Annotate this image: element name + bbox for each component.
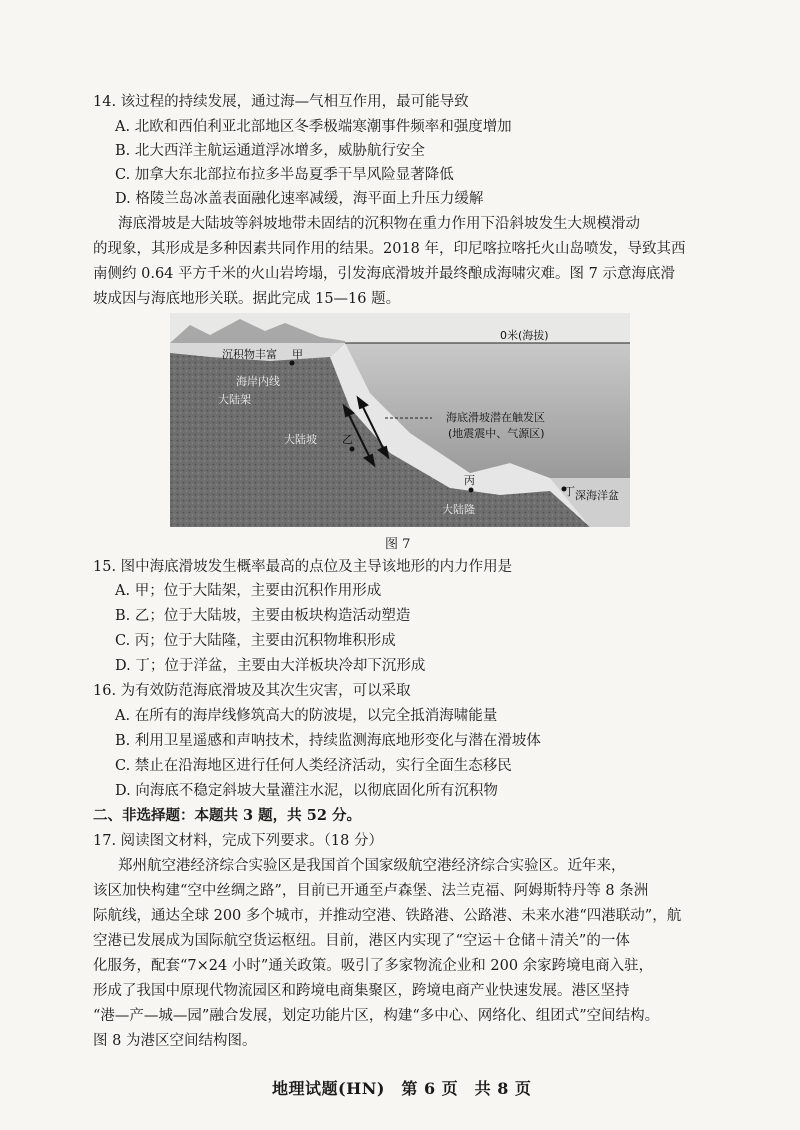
q15-option-c: C. 丙；位于大陆隆，主要由沉积物堆积形成 <box>115 633 396 649</box>
q17-material-line: 空港已发展成为国际航空货运枢纽。目前，港区内实现了“空运＋仓储＋清关”的一体 <box>93 933 630 949</box>
q14-stem: 14. 该过程的持续发展，通过海—气相互作用，最可能导致 <box>93 94 469 110</box>
q17-stem: 17. 阅读图文材料，完成下列要求。（18 分） <box>93 833 383 849</box>
q16-option-c: C. 禁止在沿海地区进行任何人类经济活动，实行全面生态移民 <box>115 758 512 774</box>
q15-stem: 15. 图中海底滑坡发生概率最高的点位及主导该地形的内力作用是 <box>93 559 513 575</box>
q16-stem: 16. 为有效防范海底滑坡及其次生灾害，可以采取 <box>93 683 411 699</box>
point-jia-marker <box>290 361 295 366</box>
intro-line: 的现象，其形成是多种因素共同作用的结果。2018 年，印尼喀拉喀托火山岛喷发，导致其西 <box>93 241 686 257</box>
point-bing-marker <box>469 488 474 493</box>
q16-option-b: B. 利用卫星遥感和声呐技术，持续监测海底地形变化与潜在滑坡体 <box>115 733 541 749</box>
q14-option-a: A. 北欧和西伯利亚北部地区冬季极端寒潮事件频率和强度增加 <box>115 119 512 135</box>
q16-option-d: D. 向海底不稳定斜坡大量灌注水泥，以彻底固化所有沉积物 <box>115 783 498 799</box>
q17-material-line: 图 8 为港区空间结构图。 <box>93 1033 257 1049</box>
q17-material-line: 形成了我国中原现代物流园区和跨境电商集聚区，跨境电商产业快速发展。港区坚持 <box>93 983 630 999</box>
q17-material-line: 际航线，通达全球 200 多个城市，并推动空港、铁路港、公路港、未来水港“四港联动”，航 <box>93 908 682 924</box>
figure-7-diagram <box>170 313 630 527</box>
q15-option-b: B. 乙；位于大陆坡，主要由板块构造活动塑造 <box>115 608 411 624</box>
trigger-zone-label: 海底滑坡潜在触发区 <box>446 411 545 424</box>
q14-option-b: B. 北大西洋主航运通道浮冰增多，威胁航行安全 <box>115 143 425 159</box>
shelf-label: 大陆架 <box>218 393 251 406</box>
point-bing-label: 丙 <box>464 474 475 487</box>
q16-option-a: A. 在所有的海岸线修筑高大的防波堤，以完全抵消海啸能量 <box>115 708 498 724</box>
rise-label: 大陆隆 <box>442 503 475 516</box>
q17-material-line: 化服务，配套“7×24 小时”通关政策。吸引了多家物流企业和 200 余家跨境电商入驻， <box>93 958 654 974</box>
slope-label: 大陆坡 <box>284 433 317 446</box>
sea-level-label: 0米(海拔) <box>500 329 549 342</box>
intro-line: 坡成因与海底地形关联。据此完成 15—16 题。 <box>93 291 401 307</box>
sediment-label: 沉积物丰富 <box>222 348 277 361</box>
point-jia-label: 甲 <box>292 348 303 361</box>
q17-material-line: 郑州航空港经济综合实验区是我国首个国家级航空港经济综合实验区。近年来， <box>118 858 626 874</box>
q15-option-d: D. 丁；位于洋盆，主要由大洋板块冷却下沉形成 <box>115 658 426 674</box>
point-ding-label: 丁 <box>564 485 575 498</box>
basin-label: 深海洋盆 <box>575 489 619 502</box>
page-footer: 地理试题(HN) 第 6 页 共 8 页 <box>272 1079 532 1098</box>
trigger-zone-note: (地震震中、气源区) <box>448 427 545 440</box>
intro-line: 南侧约 0.64 平方千米的火山岩垮塌，引发海底滑坡并最终酿成海啸灾难。图 7 示意海底滑 <box>93 266 675 282</box>
q15-option-a: A. 甲；位于大陆架，主要由沉积作用形成 <box>115 583 382 599</box>
coastline-label: 海岸内线 <box>236 375 280 388</box>
q17-material-line: “港—产—城—园”融合发展，划定功能片区，构建“多中心、网络化、组团式”空间结构。 <box>93 1008 660 1024</box>
point-yi-label: 乙 <box>342 433 353 446</box>
q14-option-c: C. 加拿大东北部拉布拉多半岛夏季干旱风险显著降低 <box>115 167 454 183</box>
intro-line: 海底滑坡是大陆坡等斜坡地带未固结的沉积物在重力作用下沿斜坡发生大规模滑动 <box>118 216 640 232</box>
figure-7-caption: 图 7 <box>385 537 411 552</box>
q17-material-line: 该区加快构建“空中丝绸之路”，目前已开通至卢森堡、法兰克福、阿姆斯特丹等 8 条洲 <box>93 883 649 899</box>
point-yi-marker <box>350 447 355 452</box>
q14-option-d: D. 格陵兰岛冰盖表面融化速率减缓，海平面上升压力缓解 <box>115 191 484 207</box>
section-2-heading: 二、非选择题：本题共 3 题，共 52 分。 <box>93 807 361 824</box>
